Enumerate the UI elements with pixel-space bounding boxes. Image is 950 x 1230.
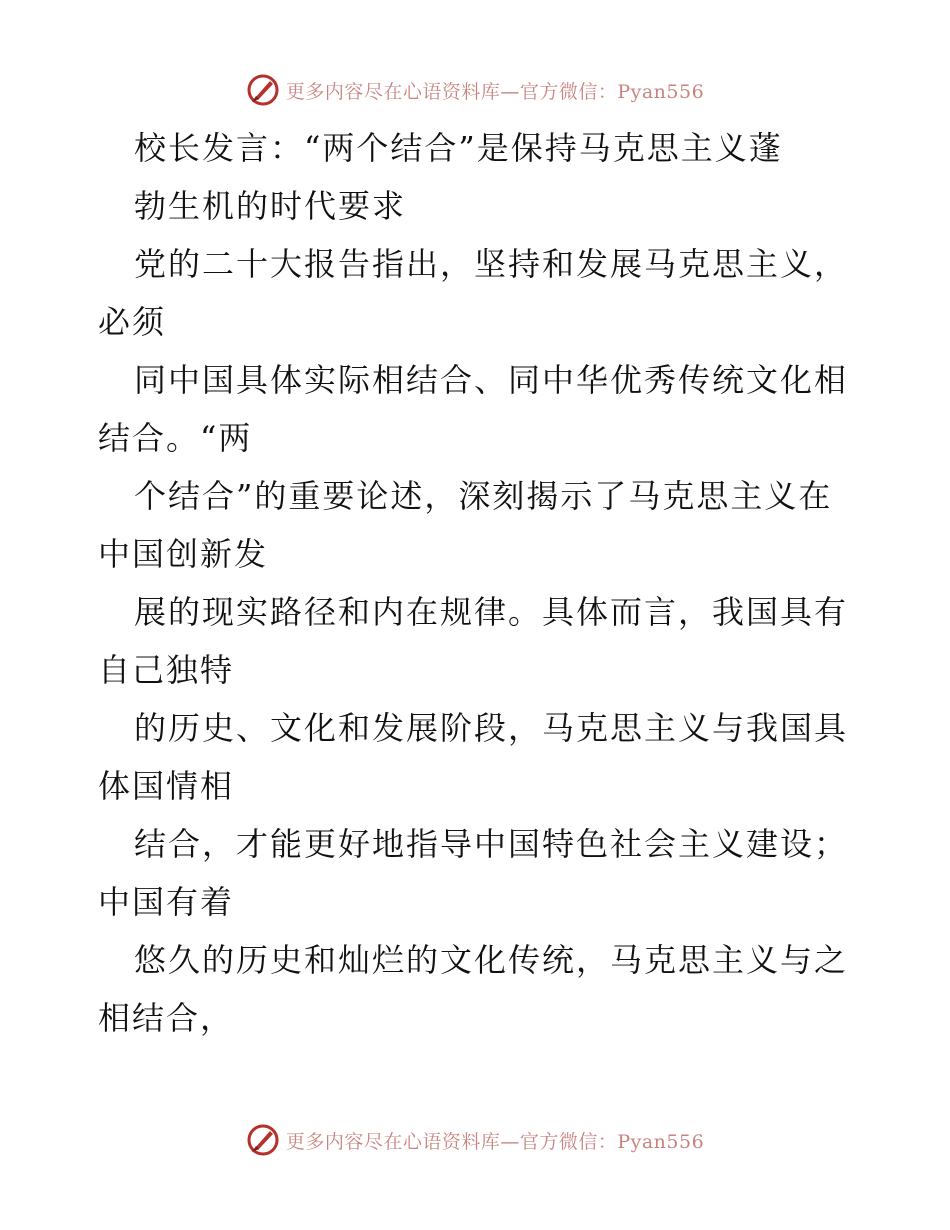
document-line: 体国情相 xyxy=(98,767,235,805)
document-line: 个结合”的重要论述，深刻揭示了马克思主义在 xyxy=(134,477,833,515)
document-line: 校长发言：“两个结合”是保持马克思主义蓬 xyxy=(134,129,783,167)
header-brand-text xyxy=(286,77,704,104)
document-line: 相结合， xyxy=(98,999,235,1037)
document-line: 的历史、文化和发展阶段，马克思主义与我国具 xyxy=(134,709,849,747)
document-line: 悠久的历史和灿烂的文化传统，马克思主义与之 xyxy=(134,941,849,979)
header-wechat: 官方微信：Pyan556 xyxy=(519,80,705,103)
footer-separator: — xyxy=(500,1130,520,1153)
pen-quill-logo-icon xyxy=(246,73,280,107)
document-line: 自己独特 xyxy=(98,651,235,689)
document-line: 结合。“两 xyxy=(98,419,253,457)
footer-brand: 更多内容尽在心语资料库 xyxy=(285,1130,501,1153)
document-line: 中国创新发 xyxy=(98,535,269,573)
document-line: 展的现实路径和内在规律。具体而言，我国具有 xyxy=(134,593,849,631)
header-banner xyxy=(0,70,950,110)
footer-banner xyxy=(0,1120,950,1160)
document-line: 勃生机的时代要求 xyxy=(134,187,407,225)
footer-wechat: 官方微信：Pyan556 xyxy=(519,1130,705,1153)
header-brand: 更多内容尽在心语资料库 xyxy=(285,80,501,103)
pen-quill-logo-icon xyxy=(246,1123,280,1157)
footer-brand-text xyxy=(286,1127,704,1154)
document-line: 必须 xyxy=(98,303,167,341)
document-line: 结合，才能更好地指导中国特色社会主义建设； xyxy=(134,825,849,863)
document-line: 中国有着 xyxy=(98,883,235,921)
header-separator: — xyxy=(500,80,520,103)
document-line: 同中国具体实际相结合、同中华优秀传统文化相 xyxy=(134,361,849,399)
document-line: 党的二十大报告指出，坚持和发展马克思主义， xyxy=(134,245,849,283)
